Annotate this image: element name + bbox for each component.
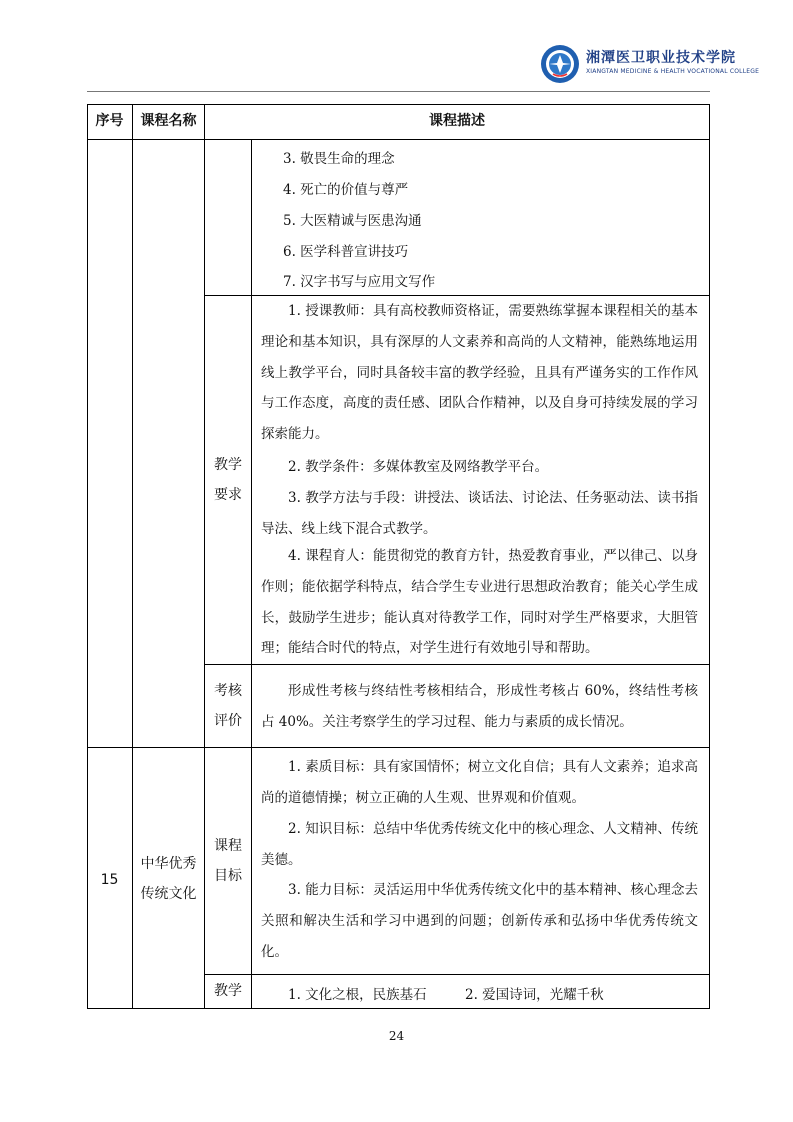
content-item: 5. 大医精诚与医患沟通: [283, 213, 422, 229]
teaching-req-p1: 1. 授课教师：具有高校教师资格证，需要熟练掌握本课程相关的基本理论和基本知识，具有深厚的人文素养和高尚的人文精神，能熟练地运用线上教学平台，同时具备较丰富的教学经验，且具有严谨务实的工作作风与工作态度，高度的责任感、团队合作精神，以及自身可持续发展的学习探索能力。: [261, 303, 698, 443]
course-number: 15: [100, 872, 119, 888]
school-name: 湘潭医卫职业技术学院: [586, 50, 736, 66]
content-item: 7. 汉字书写与应用文写作: [283, 274, 436, 290]
goals-p2: 2. 知识目标：总结中华优秀传统文化中的核心理念、人文精神、传统美德。: [261, 821, 698, 868]
header-course-description: 课程描述: [429, 113, 485, 129]
teaching-item: 1. 文化之根，民族基石: [288, 987, 427, 1003]
assessment-text: 形成性考核与终结性考核相结合，形成性考核占 60%，终结性考核占 40%。关注考察学生的学习过程、能力与素质的成长情况。: [261, 683, 698, 730]
content-item: 6. 医学科普宣讲技巧: [283, 244, 409, 260]
header-course-name: 课程名称: [140, 113, 197, 129]
goals-p1: 1. 素质目标：具有家国情怀；树立文化自信；具有人文素养；追求高尚的道德情操；树立正确的人生观、世界观和价值观。: [261, 759, 698, 806]
course-goals-label: 课程 目标: [214, 838, 242, 884]
school-name-en: XIANGTAN MEDICINE & HEALTH VOCATIONAL COLLEGE: [586, 68, 760, 75]
teaching-req-p3: 3. 教学方法与手段：讲授法、谈话法、讨论法、任务驱动法、读书指导法、线上线下混合式教学。: [261, 490, 698, 537]
content-item: 4. 死亡的价值与尊严: [283, 182, 409, 198]
teaching-label: 教学: [214, 983, 242, 999]
teaching-req-p4: 4. 课程育人：能贯彻党的教育方针，热爱教育事业，严以律己、以身作则；能依据学科特点，结合学生专业进行思想政治教育；能关心学生成长，鼓励学生进步；能认真对待教学工作，同时对学生严格要求，大胆管理；能结合时代的特点，对学生进行有效地引导和帮助。: [261, 548, 698, 657]
teaching-item: 2. 爱国诗词，光耀千秋: [465, 987, 604, 1003]
assessment-label: 考核 评价: [214, 683, 242, 729]
header-divider: [87, 91, 710, 92]
school-logo: [540, 44, 760, 84]
page-number: 24: [388, 1029, 405, 1043]
course-name: 中华优秀 传统文化: [140, 856, 197, 902]
goals-p3: 3. 能力目标：灵活运用中华优秀传统文化中的基本精神、核心理念去关照和解决生活和学习中遇到的问题；创新传承和弘扬中华优秀传统文化。: [261, 882, 698, 960]
school-emblem-icon: [540, 44, 580, 84]
teaching-req-label: 教学 要求: [214, 457, 242, 503]
content-item: 3. 敬畏生命的理念: [283, 151, 395, 167]
teaching-req-p2: 2. 教学条件：多媒体教室及网络教学平台。: [288, 459, 549, 475]
header-number: 序号: [95, 113, 124, 129]
course-table: [87, 104, 710, 1009]
